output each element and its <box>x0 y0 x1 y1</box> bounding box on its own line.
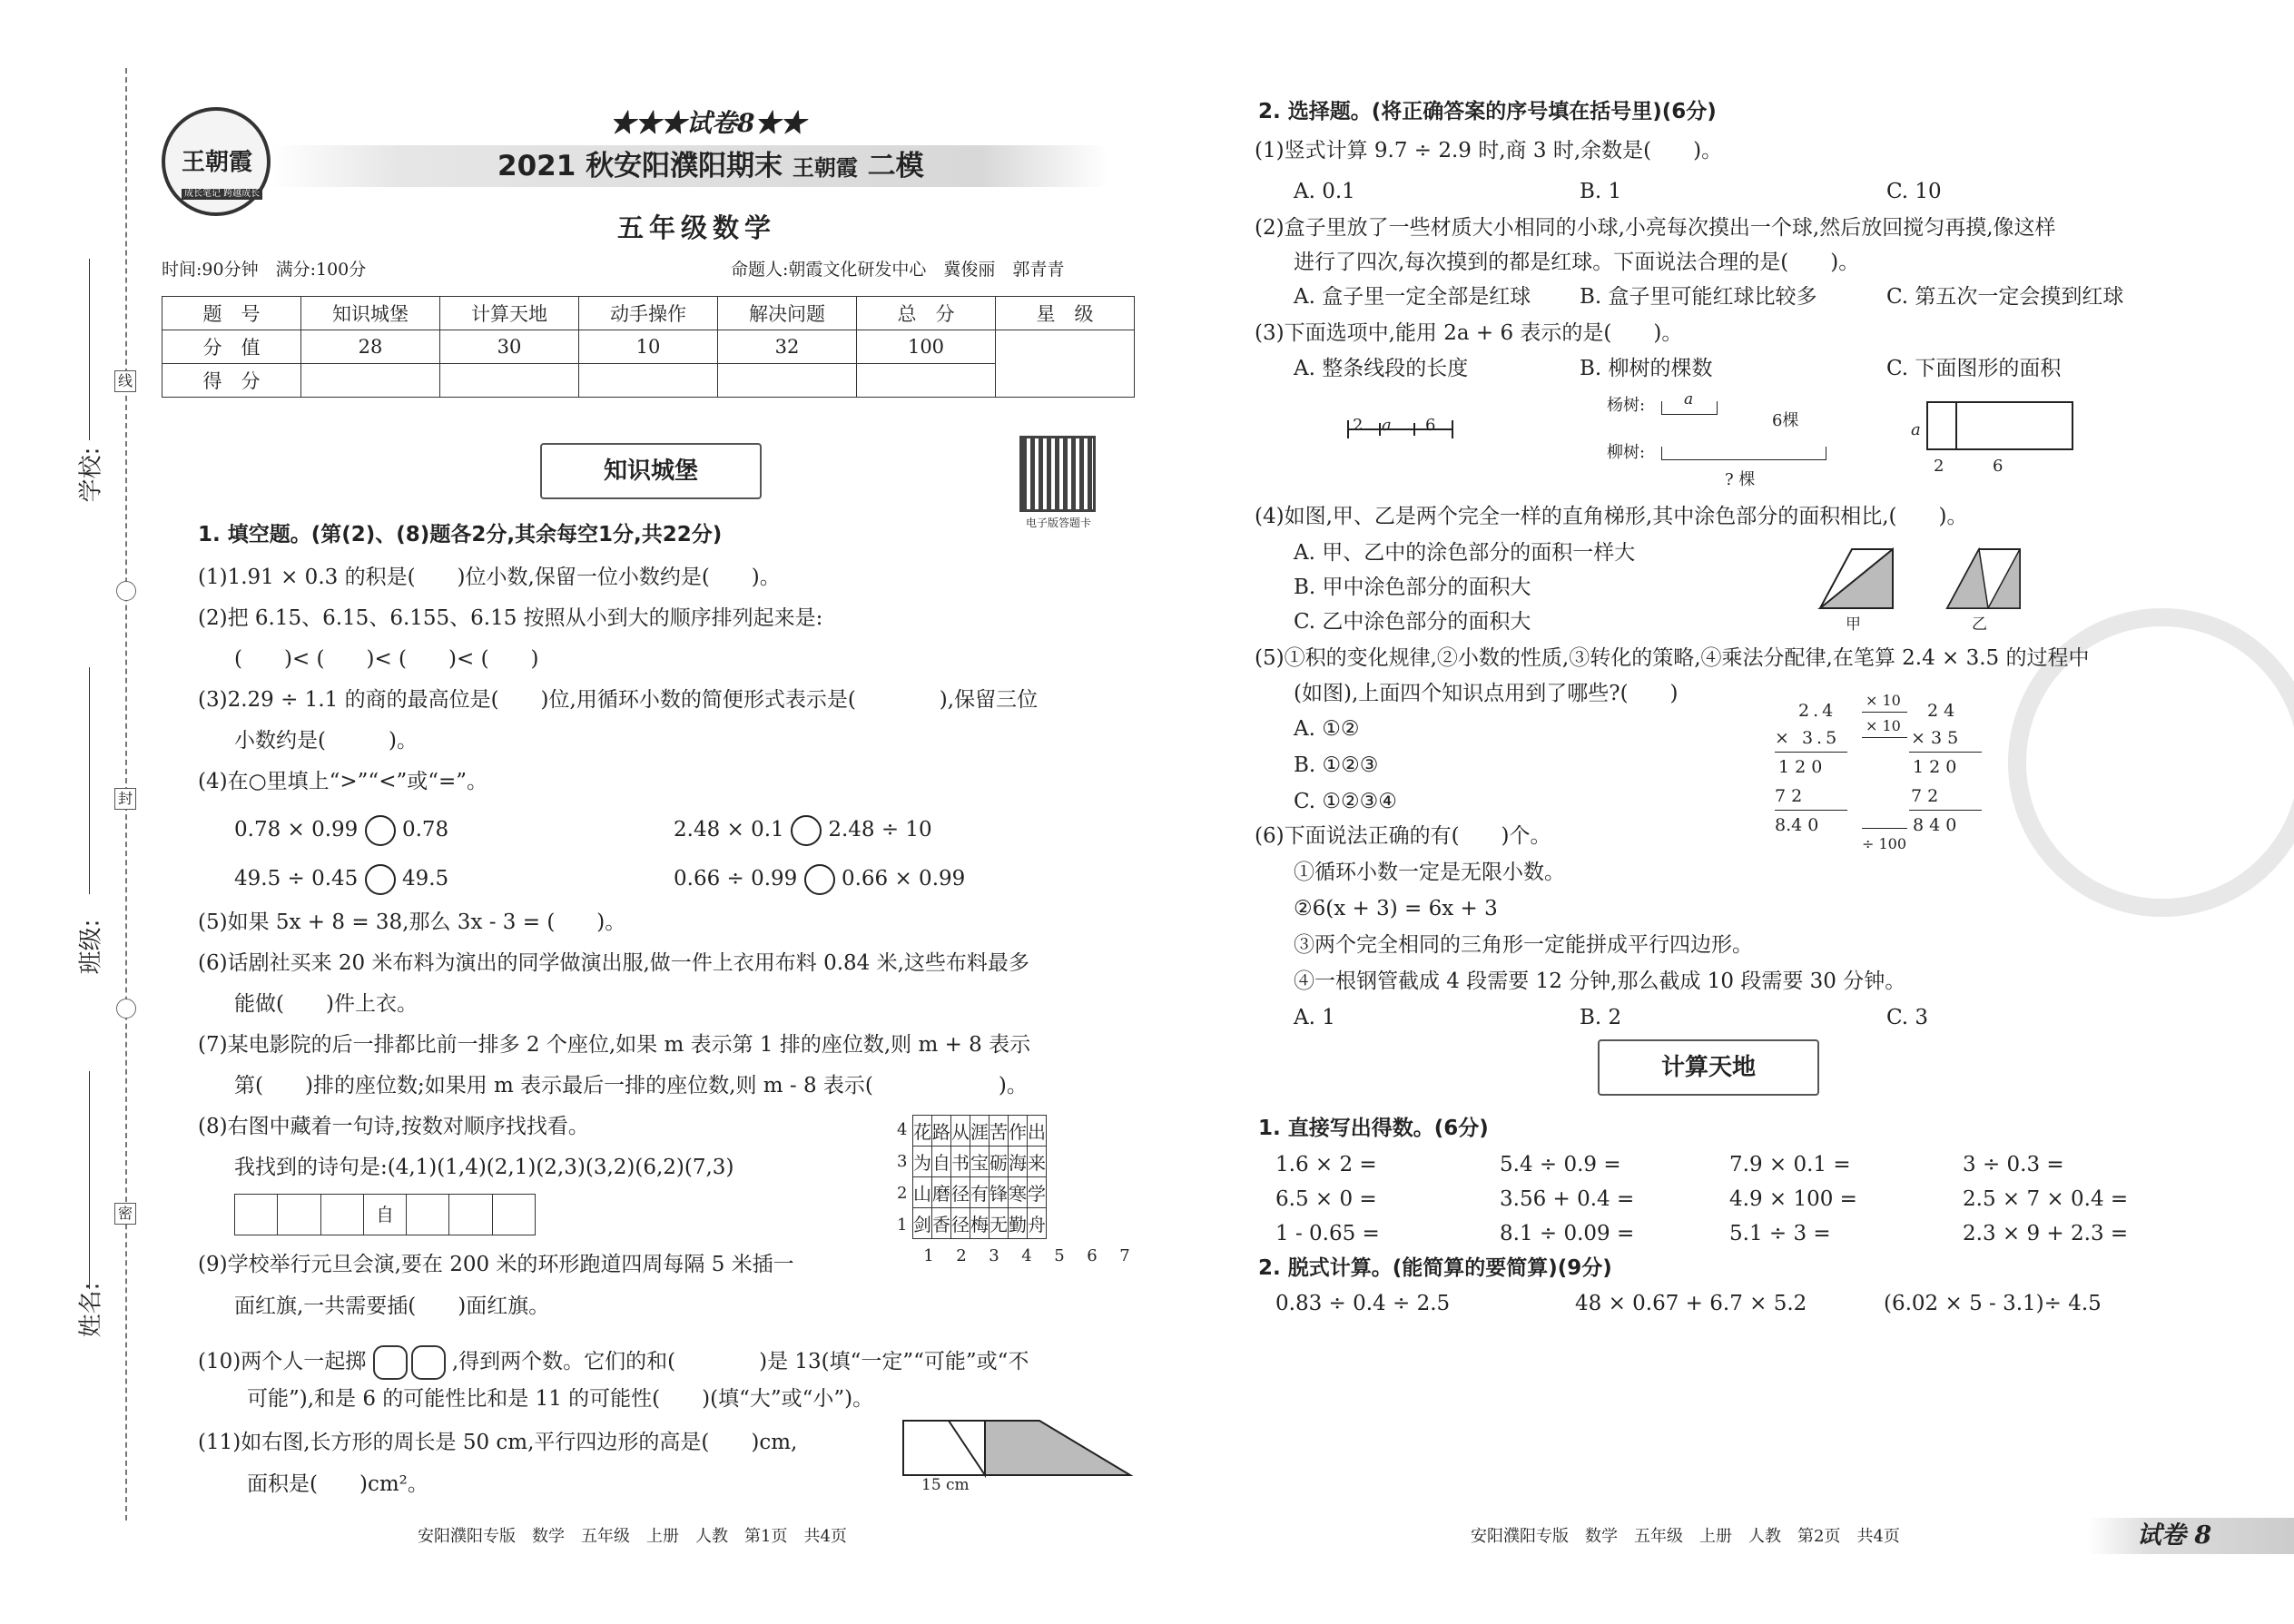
calc-item: 3.56 + 0.4 = <box>1500 1187 1635 1211</box>
grid-cell: 宝 <box>970 1147 989 1177</box>
footer-left: 安阳濮阳专版 数学 五年级 上册 人教 第1页 共4页 <box>418 1527 847 1546</box>
compare-3-left: 49.5 ÷ 0.45 <box>234 867 359 891</box>
qr-code[interactable] <box>1019 436 1096 512</box>
calc-item: 3 ÷ 0.3 = <box>1963 1153 2064 1176</box>
q2-s4-b: B. 甲中涂色部分的面积大 <box>1294 576 1531 599</box>
poem-box[interactable]: 自 <box>364 1195 407 1235</box>
title-prefix: 2021 秋安阳濮阳期末 <box>497 150 783 182</box>
grid-cell: 锋 <box>989 1177 1009 1208</box>
mul-rule <box>1909 752 1982 753</box>
q2-s1: (1)竖式计算 9.7 ÷ 2.9 时,商 3 时,余数是( )。 <box>1255 139 1723 162</box>
calc-item: 4.9 × 100 = <box>1729 1187 1857 1211</box>
fig11-label: 15 cm <box>921 1476 970 1494</box>
tree-liu-label: 柳树: <box>1607 443 1646 462</box>
grid-x: 5 <box>1054 1246 1065 1265</box>
q2-s6: (6)下面说法正确的有( )个。 <box>1255 824 1551 848</box>
grid-cell: 梅 <box>970 1208 989 1239</box>
q2-s5-b: B. ①②③ <box>1294 753 1379 777</box>
compare-circle[interactable] <box>791 815 822 846</box>
qr-label: 电子版答题卡 <box>1025 517 1091 529</box>
q1-line-9b: 面红旗,一共需要插( )面红旗。 <box>234 1294 550 1318</box>
q2-s2-c: C. 第五次一定会摸到红球 <box>1886 285 2124 309</box>
score-input[interactable] <box>301 364 440 398</box>
line-mark: 线 <box>114 370 136 392</box>
compare-2-right: 2.48 ÷ 10 <box>828 818 932 842</box>
q2-s1-c: C. 10 <box>1886 180 1942 203</box>
author-info: 命题人:朝霞文化研发中心 冀俊丽 郭青青 <box>731 260 1065 280</box>
q2-s2b: 进行了四次,每次摸到的都是红球。下面说法合理的是( )。 <box>1294 251 1860 274</box>
grid-cell: 寒 <box>1009 1177 1028 1208</box>
score-table <box>162 296 1135 398</box>
grid-cell: 剑 <box>913 1208 932 1239</box>
mul-l4: 7 2 <box>1775 786 1803 806</box>
sun-icon <box>116 999 136 1019</box>
poem-grid-table <box>912 1115 1047 1239</box>
score-input[interactable] <box>579 364 718 398</box>
tree-liu-bar <box>1661 447 1826 460</box>
q2-s6-3: ③两个完全相同的三角形一定能拼成平行四边形。 <box>1294 933 1753 957</box>
q2-s2-b: B. 盒子里可能红球比较多 <box>1580 285 1817 309</box>
score-row2-label: 得 分 <box>162 364 301 398</box>
area-label-6: 6 <box>1993 457 2004 476</box>
score-row1-label: 分 值 <box>162 330 301 364</box>
compare-3 <box>234 864 448 895</box>
series-label: 试卷8 <box>686 108 755 138</box>
q2-s5: (5)①积的变化规律,②小数的性质,③转化的策略,④乘法分配律,在笔算 2.4 × 3.5 的过程中 <box>1255 646 2090 670</box>
series-title: ★★★试卷8★★ <box>610 108 806 138</box>
poem-answer-boxes[interactable] <box>234 1194 536 1235</box>
mul-r3: 1 2 0 <box>1913 757 1957 777</box>
grid-cell: 涯 <box>970 1116 989 1147</box>
q1-line-6b: 能做( )件上衣。 <box>234 992 418 1016</box>
score-col-6: 星 级 <box>996 297 1135 330</box>
q2-s5-a: A. ①② <box>1294 717 1360 741</box>
q1-line-9: (9)学校举行元旦会演,要在 200 米的环形跑道四周每隔 5 米插一 <box>198 1253 794 1276</box>
dice-icon <box>373 1345 408 1380</box>
score-col-title: 题 号 <box>162 297 301 330</box>
score-col-4: 解决问题 <box>718 297 857 330</box>
exam-title <box>497 150 924 182</box>
tree-six-label: 6棵 <box>1772 411 1799 430</box>
seg-label-2: 2 <box>1353 416 1364 435</box>
calc-item: 1.6 × 2 = <box>1275 1153 1377 1176</box>
q1-line-10b: 可能”),和是 6 的可能性比和是 11 的可能性( )(填“大”或“小”)。 <box>247 1387 874 1411</box>
grid-cell: 从 <box>951 1116 970 1147</box>
seal-mark: 封 <box>114 788 136 810</box>
q2-s2: (2)盒子里放了一些材质大小相同的小球,小亮每次摸出一个球,然后放回搅匀再摸,像这样 <box>1255 216 2056 240</box>
grid-x: 1 <box>923 1246 934 1265</box>
q1-line-10-a: (10)两个人一起掷 <box>198 1350 367 1373</box>
grid-cell: 苦 <box>989 1116 1009 1147</box>
q1-line-2: (2)把 6.15、6.15、6.155、6.15 按照从小到大的顺序排列起来是: <box>198 606 823 630</box>
grid-cell: 香 <box>932 1208 951 1239</box>
title-brand: 王朝霞 <box>792 154 858 181</box>
grid-cell: 无 <box>989 1208 1009 1239</box>
grid-cell: 舟 <box>1028 1208 1047 1239</box>
score-value: 28 <box>301 330 440 364</box>
q1-line-7b: 第( )排的座位数;如果用 m 表示最后一排的座位数,则 m - 8 表示( )。 <box>234 1074 1028 1097</box>
compare-2 <box>674 815 932 846</box>
grid-cell: 砺 <box>989 1147 1009 1177</box>
q2-s6-c: C. 3 <box>1886 1006 1929 1029</box>
dice-icon <box>411 1345 446 1380</box>
compare-3-right: 49.5 <box>401 867 449 891</box>
poem-box[interactable] <box>235 1195 278 1235</box>
q2-s3-b: B. 柳树的棵数 <box>1580 357 1713 380</box>
mul-r2: × 3 5 <box>1911 728 1959 748</box>
calc-item: 7.9 × 0.1 = <box>1729 1153 1851 1176</box>
calc-item: 2.3 × 9 + 2.3 = <box>1963 1222 2129 1245</box>
grid-x: 3 <box>989 1246 999 1265</box>
q2-s6-a: A. 1 <box>1294 1006 1335 1029</box>
q2-s4-a: A. 甲、乙中的涂色部分的面积一样大 <box>1294 541 1636 565</box>
q1-line-8: (8)右图中藏着一句诗,按数对顺序找找看。 <box>198 1115 589 1138</box>
section-calc-title: 计算天地 <box>1660 1054 1756 1081</box>
class-label: 班级: <box>77 919 105 975</box>
poem-box[interactable] <box>278 1195 320 1235</box>
q2-s1-a: A. 0.1 <box>1294 180 1355 203</box>
tree-yang-a: a <box>1684 390 1694 408</box>
mul-l1: 2.4 <box>1798 701 1837 721</box>
compare-1-left: 0.78 × 0.99 <box>234 818 359 842</box>
grid-x: 7 <box>1119 1246 1130 1265</box>
mul-l2: × 3.5 <box>1775 728 1841 748</box>
seg-label-a: a <box>1382 416 1392 435</box>
c2-title: 2. 脱式计算。(能简算的要简算)(9分) <box>1258 1256 1612 1280</box>
mul-rule <box>1775 810 1847 811</box>
star-cell[interactable] <box>996 330 1135 398</box>
grid-cell: 磨 <box>932 1177 951 1208</box>
arrow-left-icon <box>1862 828 1907 829</box>
grid-x: 2 <box>956 1246 967 1265</box>
poem-box[interactable] <box>321 1195 364 1235</box>
compare-1 <box>234 815 448 846</box>
tree-yang-label: 杨树: <box>1607 396 1646 415</box>
grid-cell: 为 <box>913 1147 932 1177</box>
seg-label-6: 6 <box>1425 416 1436 435</box>
score-col-1: 知识城堡 <box>301 297 440 330</box>
logo-seal <box>162 107 271 216</box>
q1-line-6: (6)话剧社买来 20 米布料为演出的同学做演出服,做一件上衣用布料 0.84 米,这些布料最多 <box>198 951 1029 975</box>
poem-box[interactable] <box>407 1195 449 1235</box>
grid-cell: 出 <box>1028 1116 1047 1147</box>
grid-cell: 自 <box>932 1147 951 1177</box>
calc-item: 6.5 × 0 = <box>1275 1187 1377 1211</box>
poem-box[interactable] <box>493 1195 535 1235</box>
calc-item: 1 - 0.65 = <box>1275 1222 1380 1245</box>
calc-item: 5.1 ÷ 3 = <box>1729 1222 1831 1245</box>
grid-cell: 花 <box>913 1116 932 1147</box>
mul-rule <box>1775 752 1847 753</box>
q2-s3-c: C. 下面图形的面积 <box>1886 357 2062 380</box>
q2-s5b: (如图),上面四个知识点用到了哪些?( ) <box>1294 682 1679 705</box>
q1-line-10 <box>198 1345 1029 1380</box>
q2-title: 2. 选择题。(将正确答案的序号填在括号里)(6分) <box>1258 100 1717 123</box>
q1-line-10-b: ,得到两个数。它们的和( )是 13(填“一定”“可能”或“不 <box>451 1350 1029 1373</box>
arrow-right-icon <box>1862 712 1907 713</box>
q2-s6-b: B. 2 <box>1580 1006 1622 1029</box>
grid-cell: 学 <box>1028 1177 1047 1208</box>
q2-s6-2: ②6(x + 3) = 6x + 3 <box>1294 897 1498 920</box>
q2-s3-a: A. 整条线段的长度 <box>1294 357 1469 380</box>
mul-a2: × 10 <box>1866 717 1901 734</box>
q1-line-4: (4)在○里填上“>”“<”或“=”。 <box>198 770 488 793</box>
trapezoid-figures <box>1816 545 2043 613</box>
section-knowledge-box <box>540 443 762 499</box>
q1-line-7: (7)某电影院的后一排都比前一排多 2 个座位,如果 m 表示第 1 排的座位数,则 m + 8 表示 <box>198 1033 1031 1057</box>
grid-cell: 径 <box>951 1177 970 1208</box>
secret-mark: 密 <box>114 1203 136 1225</box>
compare-circle[interactable] <box>365 864 396 895</box>
name-label: 姓名: <box>77 1282 105 1338</box>
score-value: 30 <box>440 330 579 364</box>
score-value: 100 <box>857 330 996 364</box>
mul-a1: × 10 <box>1866 692 1901 709</box>
c1-title: 1. 直接写出得数。(6分) <box>1258 1117 1489 1140</box>
grid-y-4: 4 <box>897 1120 908 1139</box>
compare-2-left: 2.48 × 0.1 <box>674 818 784 842</box>
q2-s6-4: ④一根钢管截成 4 段需要 12 分钟,那么截成 10 段需要 30 分钟。 <box>1294 969 1906 993</box>
mul-l3: 1 2 0 <box>1778 757 1823 777</box>
school-label: 学校: <box>77 447 105 503</box>
grid-y-1: 1 <box>897 1216 908 1235</box>
poem-box[interactable] <box>449 1195 492 1235</box>
subject-title: 五年级数学 <box>617 212 777 243</box>
mul-a3: ÷ 100 <box>1862 835 1907 852</box>
grid-cell: 作 <box>1009 1116 1028 1147</box>
class-line <box>89 667 90 894</box>
q1-title: 1. 填空题。(第(2)、(8)题各2分,其余每空1分,共22分) <box>198 523 723 546</box>
tree-question-label: ? 棵 <box>1725 470 1756 489</box>
grid-y-2: 2 <box>897 1184 908 1203</box>
area-label-2: 2 <box>1934 457 1944 476</box>
area-figure <box>1925 399 2079 454</box>
title-suffix: 二模 <box>867 150 924 182</box>
section-knowledge-title: 知识城堡 <box>603 458 698 485</box>
q2-s5-c: C. ①②③④ <box>1294 790 1397 813</box>
calc2-item: (6.02 × 5 - 3.1)÷ 4.5 <box>1884 1292 2102 1315</box>
name-line <box>89 1071 90 1289</box>
score-input[interactable] <box>718 364 857 398</box>
score-col-2: 计算天地 <box>440 297 579 330</box>
section-calc-box <box>1598 1039 1819 1096</box>
q1-line-8b: 我找到的诗句是:(4,1)(1,4)(2,1)(2,3)(3,2)(6,2)(7,3) <box>234 1156 734 1179</box>
q1-line-11: (11)如右图,长方形的周长是 50 cm,平行四边形的高是( )cm, <box>198 1431 798 1454</box>
score-col-5: 总 分 <box>857 297 996 330</box>
calc-item: 8.1 ÷ 0.09 = <box>1500 1222 1635 1245</box>
time-info: 时间:90分钟 满分:100分 <box>162 260 367 280</box>
q1-line-1: (1)1.91 × 0.3 的积是( )位小数,保留一位小数约是( )。 <box>198 566 781 589</box>
grid-cell: 书 <box>951 1147 970 1177</box>
score-input[interactable] <box>440 364 579 398</box>
compare-circle[interactable] <box>804 864 835 895</box>
grid-x: 6 <box>1087 1246 1098 1265</box>
q1-line-3b: 小数约是( )。 <box>234 729 418 753</box>
area-label-a: a <box>1911 420 1921 439</box>
compare-circle[interactable] <box>365 815 396 846</box>
school-line <box>89 259 90 440</box>
grid-x: 4 <box>1021 1246 1032 1265</box>
mul-rule <box>1909 810 1982 811</box>
grid-y-3: 3 <box>897 1152 908 1171</box>
q2-s4-c: C. 乙中涂色部分的面积大 <box>1294 610 1531 634</box>
calc-item: 5.4 ÷ 0.9 = <box>1500 1153 1621 1176</box>
grid-x-labels <box>912 1246 1141 1265</box>
score-value: 10 <box>579 330 718 364</box>
q2-s2-a: A. 盒子里一定全部是红球 <box>1294 285 1531 309</box>
grid-cell: 路 <box>932 1116 951 1147</box>
compare-4-right: 0.66 × 0.99 <box>841 867 966 891</box>
mul-r5: 8 4 0 <box>1913 815 1957 835</box>
mul-r4: 7 2 <box>1911 786 1939 806</box>
calc-item: 2.5 × 7 × 0.4 = <box>1963 1187 2129 1211</box>
trap-label-jia: 甲 <box>1846 615 1861 634</box>
q2-s1-b: B. 1 <box>1580 180 1622 203</box>
compare-4-left: 0.66 ÷ 0.99 <box>674 867 798 891</box>
arrow-right-icon <box>1862 737 1907 738</box>
compare-4 <box>674 864 965 895</box>
q2-s3: (3)下面选项中,能用 2a + 6 表示的是( )。 <box>1255 321 1683 345</box>
grid-cell: 山 <box>913 1177 932 1208</box>
grid-cell: 来 <box>1028 1147 1047 1177</box>
logo-slogan: 成长笔记 跨越成长 <box>182 189 262 200</box>
score-value: 32 <box>718 330 857 364</box>
q1-line-5: (5)如果 5x + 8 = 38,那么 3x - 3 = ( )。 <box>198 910 626 934</box>
q1-line-2b: ( )< ( )< ( )< ( ) <box>234 647 539 671</box>
mul-l5: 8.4 0 <box>1775 815 1819 835</box>
footer-tag: 试卷 8 <box>2137 1521 2212 1550</box>
grid-cell: 海 <box>1009 1147 1028 1177</box>
score-input[interactable] <box>857 364 996 398</box>
q2-s4: (4)如图,甲、乙是两个完全一样的直角梯形,其中涂色部分的面积相比,( )。 <box>1255 505 1968 528</box>
calc2-item: 48 × 0.67 + 6.7 × 5.2 <box>1575 1292 1807 1315</box>
q1-line-3: (3)2.29 ÷ 1.1 的商的最高位是( )位,用循环小数的简便形式表示是( ),保留三位 <box>198 688 1039 712</box>
multiplication-figure <box>1775 692 1993 858</box>
score-col-3: 动手操作 <box>579 297 718 330</box>
logo-text: 王朝霞 <box>182 149 253 176</box>
q2-s6-1: ①循环小数一定是无限小数。 <box>1294 861 1565 884</box>
compare-1-right: 0.78 <box>401 818 449 842</box>
mul-r1: 2 4 <box>1927 701 1955 721</box>
grid-cell: 勤 <box>1009 1208 1028 1239</box>
grid-cell: 有 <box>970 1177 989 1208</box>
sun-icon <box>116 581 136 601</box>
grid-cell: 径 <box>951 1208 970 1239</box>
footer-right: 安阳濮阳专版 数学 五年级 上册 人教 第2页 共4页 <box>1471 1527 1900 1546</box>
calc2-item: 0.83 ÷ 0.4 ÷ 2.5 <box>1275 1292 1451 1315</box>
trap-label-yi: 乙 <box>1972 615 1987 634</box>
q1-line-11b: 面积是( )cm²。 <box>247 1472 428 1496</box>
